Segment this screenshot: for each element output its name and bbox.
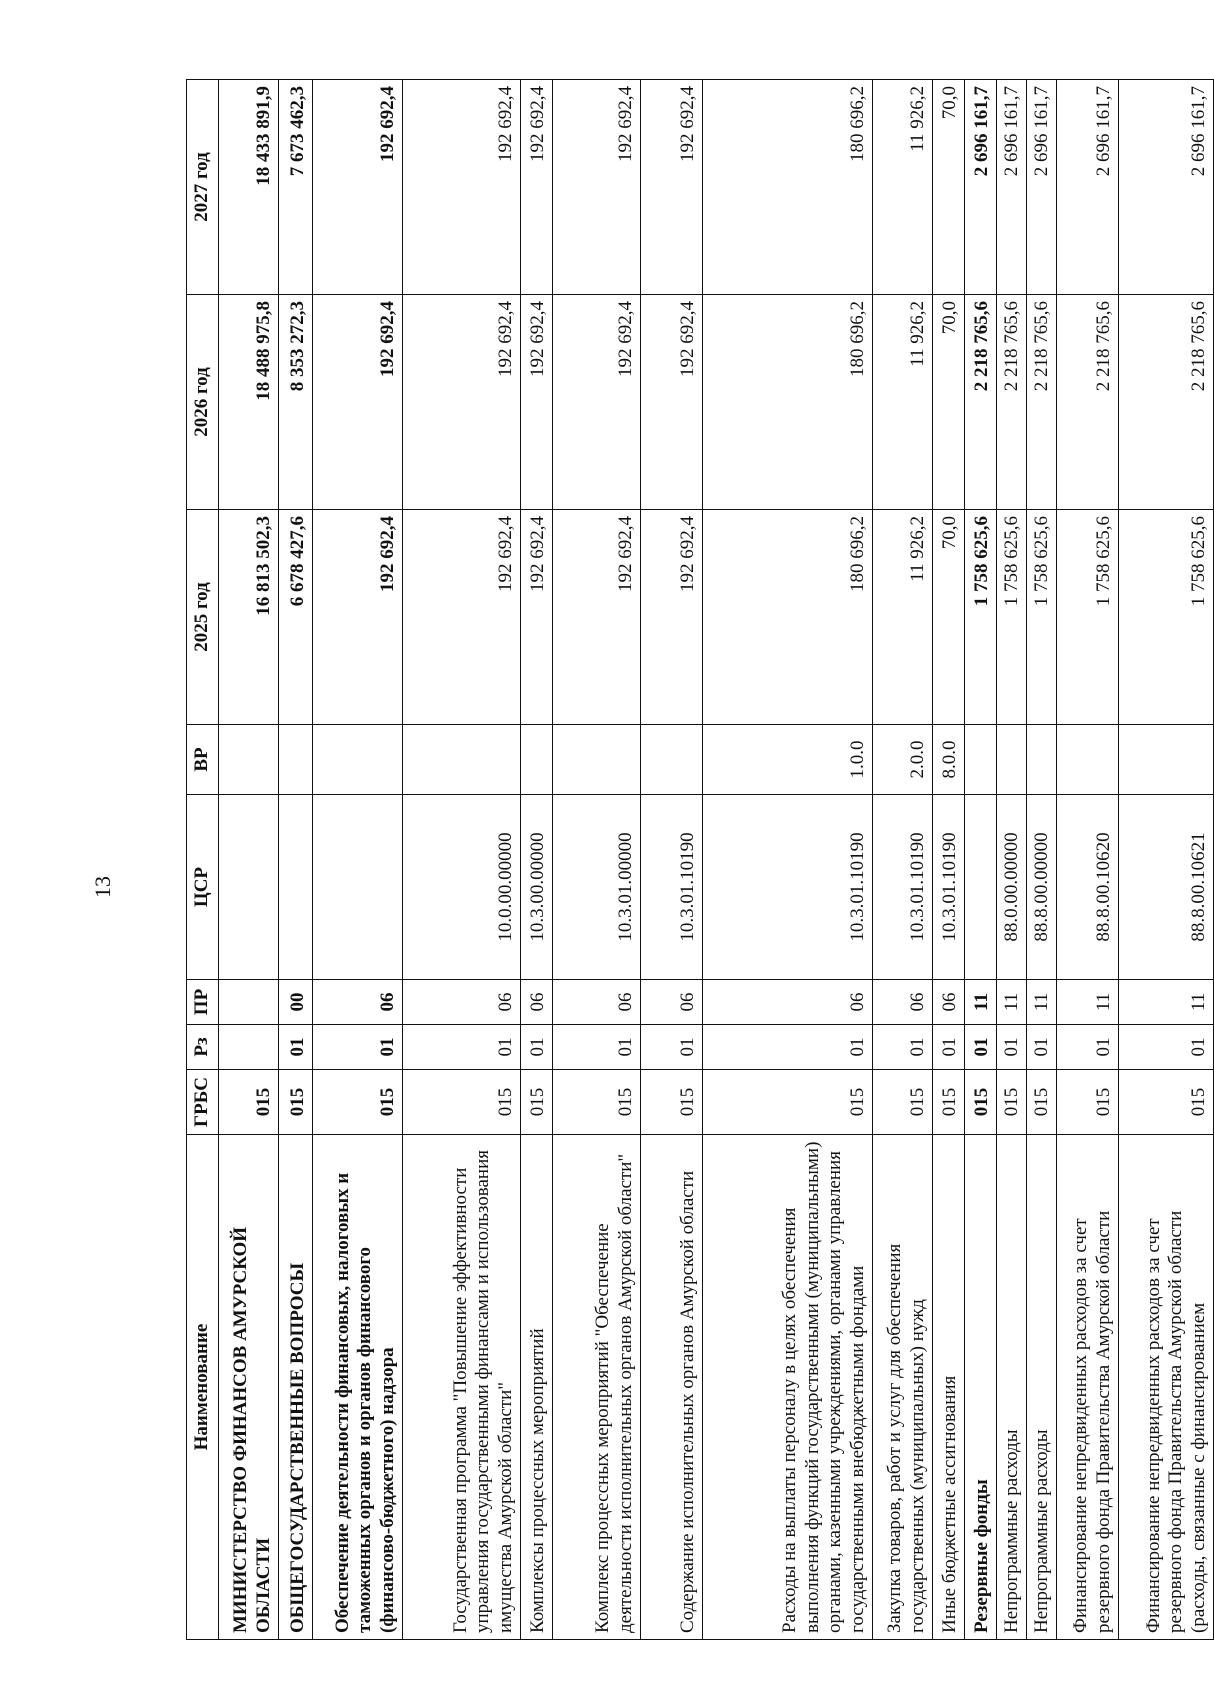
header-vr: ВР (187, 725, 219, 795)
header-2025: 2025 год (187, 510, 219, 725)
cell-name: Непрограммные расходы (997, 1135, 1027, 1640)
cell-y2027: 2 696 161,7 (965, 80, 997, 295)
cell-pr: 11 (1027, 980, 1057, 1025)
cell-name: Государственная программа "Повышение эффективности управления государственными финансами и использования имущества Амурской области" (403, 1135, 521, 1640)
cell-grbs: 015 (219, 1070, 279, 1135)
cell-y2026: 192 692,4 (403, 295, 521, 510)
cell-pr: 06 (521, 980, 553, 1025)
cell-y2027: 11 926,2 (873, 80, 933, 295)
cell-name: Финансирование непредвиденных расходов за счет резервного фонда Правительства Амурской области (расходы, связанные с финансированием (1119, 1135, 1214, 1640)
cell-vr (313, 725, 403, 795)
cell-csr: 10.3.01.00000 (553, 795, 641, 980)
table-row (553, 80, 641, 1640)
budget-table-container (186, 80, 1210, 1640)
cell-grbs: 015 (279, 1070, 313, 1135)
cell-pr: 06 (703, 980, 873, 1025)
cell-rz: 01 (997, 1025, 1027, 1070)
cell-y2026: 180 696,2 (703, 295, 873, 510)
cell-grbs: 015 (873, 1070, 933, 1135)
cell-csr: 10.3.01.10190 (641, 795, 703, 980)
cell-name: Обеспечение деятельности финансовых, налоговых и таможенных органов и органов финансового (финансово-бюджетного) надзора (313, 1135, 403, 1640)
cell-y2026: 192 692,4 (553, 295, 641, 510)
table-row (703, 80, 873, 1640)
cell-csr: 88.8.00.00000 (1027, 795, 1057, 980)
cell-csr: 10.0.00.00000 (403, 795, 521, 980)
cell-y2025: 16 813 502,3 (219, 510, 279, 725)
cell-y2027: 2 696 161,7 (1057, 80, 1119, 295)
cell-y2027: 192 692,4 (403, 80, 521, 295)
cell-y2025: 192 692,4 (553, 510, 641, 725)
cell-vr (641, 725, 703, 795)
cell-y2026: 2 218 765,6 (997, 295, 1027, 510)
cell-pr: 06 (403, 980, 521, 1025)
cell-csr: 88.0.00.00000 (997, 795, 1027, 980)
table-row (219, 80, 279, 1640)
cell-y2027: 192 692,4 (641, 80, 703, 295)
cell-y2025: 192 692,4 (521, 510, 553, 725)
cell-name: Расходы на выплаты персоналу в целях обеспечения выполнения функций государственными (муниципальными) органами, казенными учреждениями, органами управления государственными внебюджетными фондами (703, 1135, 873, 1640)
cell-y2025: 6 678 427,6 (279, 510, 313, 725)
cell-y2025: 1 758 625,6 (965, 510, 997, 725)
cell-y2025: 180 696,2 (703, 510, 873, 725)
cell-y2025: 1 758 625,6 (1057, 510, 1119, 725)
cell-csr (219, 795, 279, 980)
cell-name: Комплекс процессных мероприятий "Обеспечение деятельности исполнительных органов Амурской области" (553, 1135, 641, 1640)
cell-csr: 10.3.01.10190 (873, 795, 933, 980)
cell-y2027: 7 673 462,3 (279, 80, 313, 295)
page-number: 13 (90, 876, 115, 898)
cell-y2027: 2 696 161,7 (1119, 80, 1214, 295)
cell-grbs: 015 (1057, 1070, 1119, 1135)
cell-rz: 01 (933, 1025, 965, 1070)
cell-y2026: 192 692,4 (313, 295, 403, 510)
table-row (873, 80, 933, 1640)
cell-pr (219, 980, 279, 1025)
header-2027: 2027 год (187, 80, 219, 295)
cell-pr: 06 (641, 980, 703, 1025)
cell-vr (219, 725, 279, 795)
cell-grbs: 015 (997, 1070, 1027, 1135)
cell-y2027: 180 696,2 (703, 80, 873, 295)
cell-name: ОБЩЕГОСУДАРСТВЕННЫЕ ВОПРОСЫ (279, 1135, 313, 1640)
cell-y2026: 2 218 765,6 (1057, 295, 1119, 510)
cell-y2027: 18 433 891,9 (219, 80, 279, 295)
header-row (187, 80, 219, 1640)
cell-vr: 1.0.0 (703, 725, 873, 795)
cell-y2025: 192 692,4 (313, 510, 403, 725)
cell-name: Иные бюджетные ассигнования (933, 1135, 965, 1640)
cell-rz: 01 (641, 1025, 703, 1070)
cell-y2027: 192 692,4 (521, 80, 553, 295)
cell-vr (279, 725, 313, 795)
cell-name: Содержание исполнительных органов Амурской области (641, 1135, 703, 1640)
cell-y2025: 192 692,4 (403, 510, 521, 725)
cell-y2026: 18 488 975,8 (219, 295, 279, 510)
header-csr: ЦСР (187, 795, 219, 980)
cell-name: МИНИСТЕРСТВО ФИНАНСОВ АМУРСКОЙ ОБЛАСТИ (219, 1135, 279, 1640)
cell-vr (553, 725, 641, 795)
cell-y2025: 1 758 625,6 (1027, 510, 1057, 725)
cell-pr: 06 (933, 980, 965, 1025)
cell-grbs: 015 (641, 1070, 703, 1135)
header-2026: 2026 год (187, 295, 219, 510)
cell-vr: 2.0.0 (873, 725, 933, 795)
header-name: Наименование (187, 1135, 219, 1640)
table-row (965, 80, 997, 1640)
cell-y2025: 1 758 625,6 (997, 510, 1027, 725)
cell-pr: 11 (1057, 980, 1119, 1025)
header-pr: ПР (187, 980, 219, 1025)
header-grbs: ГРБС (187, 1070, 219, 1135)
cell-csr: 10.3.01.10190 (933, 795, 965, 980)
cell-vr (1057, 725, 1119, 795)
cell-grbs: 015 (403, 1070, 521, 1135)
table-row (521, 80, 553, 1640)
cell-y2027: 192 692,4 (553, 80, 641, 295)
table-row (933, 80, 965, 1640)
cell-pr: 06 (553, 980, 641, 1025)
cell-rz (219, 1025, 279, 1070)
table-row (1027, 80, 1057, 1640)
cell-grbs: 015 (703, 1070, 873, 1135)
cell-name: Финансирование непредвиденных расходов за счет резервного фонда Правительства Амурской области (1057, 1135, 1119, 1640)
header-rz: Рз (187, 1025, 219, 1070)
cell-y2026: 2 218 765,6 (1027, 295, 1057, 510)
cell-vr (403, 725, 521, 795)
cell-y2025: 1 758 625,6 (1119, 510, 1214, 725)
cell-vr (997, 725, 1027, 795)
table-body (219, 80, 1214, 1640)
budget-table (186, 79, 1214, 1640)
cell-grbs: 015 (933, 1070, 965, 1135)
cell-pr: 06 (313, 980, 403, 1025)
cell-name: Резервные фонды (965, 1135, 997, 1640)
cell-rz: 01 (703, 1025, 873, 1070)
cell-csr: 88.8.00.10621 (1119, 795, 1214, 980)
cell-csr: 10.3.01.10190 (703, 795, 873, 980)
cell-name: Непрограммные расходы (1027, 1135, 1057, 1640)
cell-y2025: 70,0 (933, 510, 965, 725)
cell-y2026: 70,0 (933, 295, 965, 510)
cell-grbs: 015 (553, 1070, 641, 1135)
cell-pr: 11 (965, 980, 997, 1025)
cell-grbs: 015 (521, 1070, 553, 1135)
cell-csr (965, 795, 997, 980)
table-row (1119, 80, 1214, 1640)
cell-name: Закупка товаров, работ и услуг для обеспечения государственных (муниципальных) нужд (873, 1135, 933, 1640)
cell-y2026: 192 692,4 (521, 295, 553, 510)
cell-rz: 01 (403, 1025, 521, 1070)
cell-csr (313, 795, 403, 980)
cell-grbs: 015 (1119, 1070, 1214, 1135)
table-row (313, 80, 403, 1640)
cell-y2026: 8 353 272,3 (279, 295, 313, 510)
cell-y2025: 11 926,2 (873, 510, 933, 725)
table-row (279, 80, 313, 1640)
cell-grbs: 015 (965, 1070, 997, 1135)
cell-csr: 88.8.00.10620 (1057, 795, 1119, 980)
cell-csr: 10.3.00.00000 (521, 795, 553, 980)
cell-pr: 06 (873, 980, 933, 1025)
cell-grbs: 015 (1027, 1070, 1057, 1135)
cell-vr (1119, 725, 1214, 795)
cell-rz: 01 (873, 1025, 933, 1070)
cell-rz: 01 (1057, 1025, 1119, 1070)
cell-rz: 01 (521, 1025, 553, 1070)
cell-rz: 01 (279, 1025, 313, 1070)
cell-vr (1027, 725, 1057, 795)
cell-pr: 00 (279, 980, 313, 1025)
cell-rz: 01 (1119, 1025, 1214, 1070)
cell-vr (965, 725, 997, 795)
cell-name: Комплексы процессных мероприятий (521, 1135, 553, 1640)
cell-y2027: 2 696 161,7 (1027, 80, 1057, 295)
table-row (1057, 80, 1119, 1640)
cell-y2027: 2 696 161,7 (997, 80, 1027, 295)
table-row (641, 80, 703, 1640)
cell-rz: 01 (965, 1025, 997, 1070)
cell-y2027: 70,0 (933, 80, 965, 295)
cell-vr: 8.0.0 (933, 725, 965, 795)
cell-grbs: 015 (313, 1070, 403, 1135)
cell-rz: 01 (553, 1025, 641, 1070)
cell-csr (279, 795, 313, 980)
cell-rz: 01 (1027, 1025, 1057, 1070)
cell-y2026: 192 692,4 (641, 295, 703, 510)
table-row (403, 80, 521, 1640)
cell-y2026: 2 218 765,6 (965, 295, 997, 510)
cell-y2026: 2 218 765,6 (1119, 295, 1214, 510)
cell-vr (521, 725, 553, 795)
cell-pr: 11 (997, 980, 1027, 1025)
cell-y2027: 192 692,4 (313, 80, 403, 295)
table-row (997, 80, 1027, 1640)
cell-y2025: 192 692,4 (641, 510, 703, 725)
cell-y2026: 11 926,2 (873, 295, 933, 510)
cell-rz: 01 (313, 1025, 403, 1070)
cell-pr: 11 (1119, 980, 1214, 1025)
